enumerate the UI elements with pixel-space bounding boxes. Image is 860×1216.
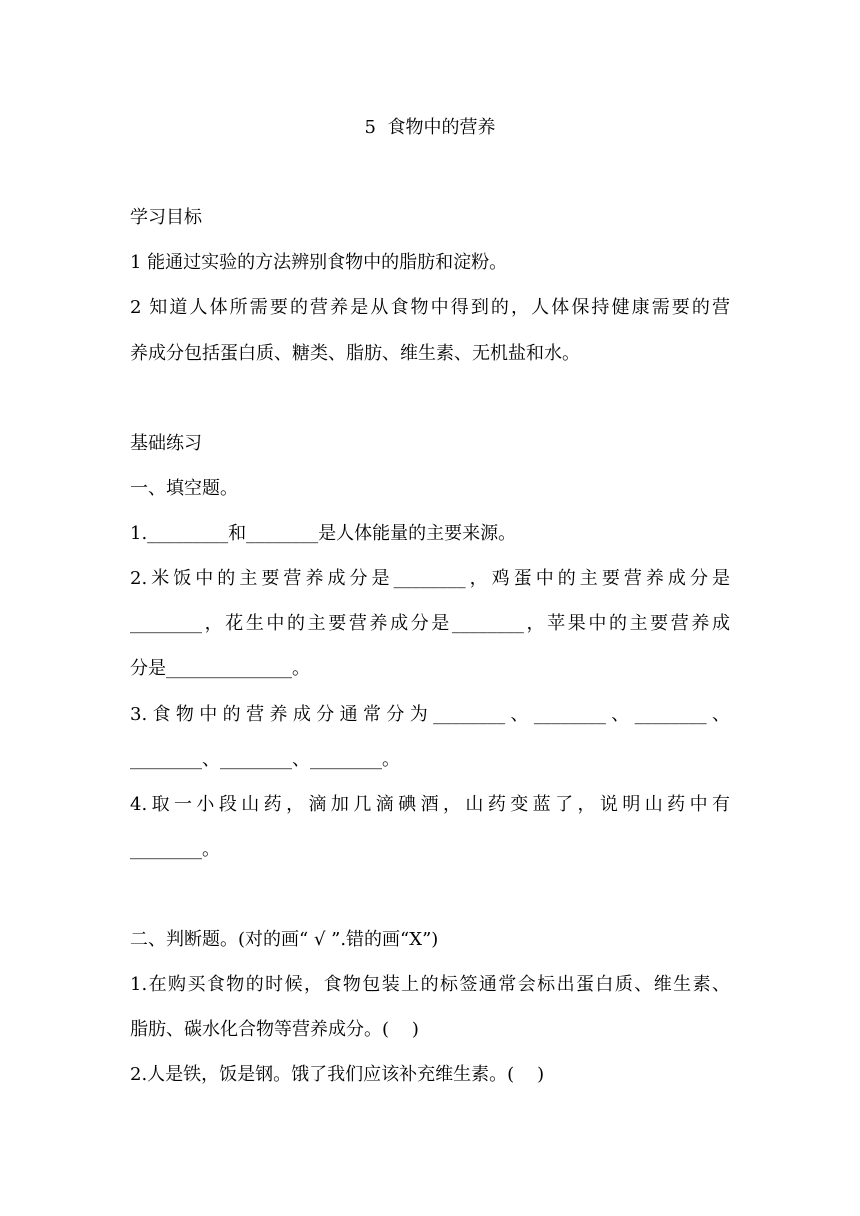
objectives-heading: 学习目标 xyxy=(130,207,202,228)
fill-blank-question-2-line-2: ________，花生中的主要营养成分是________，苹果中的主要营养成 xyxy=(130,613,730,634)
fill-blank-question-2-line-3: 分是______________。 xyxy=(130,658,310,679)
true-false-question-1-line-2: 脂肪、碳水化合物等营养成分。( ) xyxy=(130,1019,419,1040)
fill-blank-question-2-line-1: 2.米饭中的主要营养成分是________，鸡蛋中的主要营养成分是 xyxy=(130,568,730,589)
objective-item-2-line-1: 2 知道人体所需要的营养是从食物中得到的，人体保持健康需要的营 xyxy=(130,297,730,318)
fill-blank-question-1: 1._________和________是人体能量的主要来源。 xyxy=(130,523,517,544)
page-title: 5 食物中的营养 xyxy=(364,117,496,138)
fill-blank-question-4-line-1: 4.取一小段山药，滴加几滴碘酒，山药变蓝了，说明山药中有 xyxy=(130,794,730,815)
objective-item-2-line-2: 养成分包括蛋白质、糖类、脂肪、维生素、无机盐和水。 xyxy=(130,343,580,364)
practice-heading: 基础练习 xyxy=(130,433,202,454)
fill-blank-question-4-line-2: ________。 xyxy=(130,839,220,860)
fill-blank-heading: 一、填空题。 xyxy=(130,478,238,499)
fill-blank-question-3-line-2: ________、________、________。 xyxy=(130,749,400,770)
true-false-question-2: 2.人是铁，饭是钢。饿了我们应该补充维生素。( ) xyxy=(130,1064,545,1085)
true-false-heading: 二、判断题。(对的画“ √ ”.错的画“X”) xyxy=(130,929,439,950)
true-false-question-1-line-1: 1.在购买食物的时候，食物包装上的标签通常会标出蛋白质、维生素、 xyxy=(130,974,730,995)
objective-item-1: 1 能通过实验的方法辨别食物中的脂肪和淀粉。 xyxy=(130,252,508,273)
fill-blank-question-3-line-1: 3.食物中的营养成分通常分为________、________、________、 xyxy=(130,704,730,725)
